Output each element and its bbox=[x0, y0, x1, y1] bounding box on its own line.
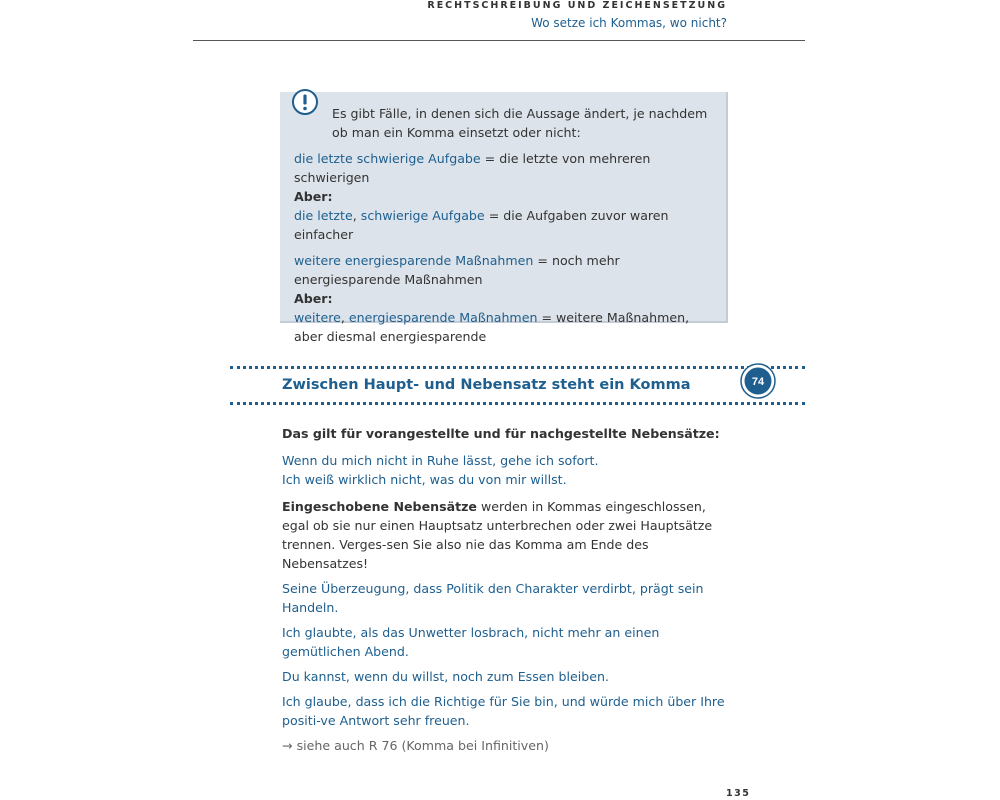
body-text bbox=[282, 424, 732, 755]
example-meaning: = die letzte von mehreren schwierigen bbox=[294, 151, 651, 185]
cross-reference: → siehe auch R 76 (Komma bei Infinitiven) bbox=[282, 738, 549, 753]
section-divider-top bbox=[230, 366, 805, 369]
example-sentence: Du kannst, wenn du willst, noch zum Essen bleiben. bbox=[282, 669, 609, 684]
example-sentence: Seine Überzeugung, dass Politik den Charakter verdirbt, prägt sein Handeln. bbox=[282, 581, 704, 615]
note-example-4: weitere, energiesparende Maßnahmen = weitere Maßnahmen, aber diesmal energiesparende bbox=[294, 310, 690, 344]
chapter-subtitle: Wo setze ich Kommas, wo nicht? bbox=[531, 16, 727, 30]
example-phrase: die letzte schwierige Aufgabe bbox=[294, 151, 481, 166]
note-aber-label: Aber: bbox=[294, 189, 333, 204]
note-example-3: weitere energiesparende Maßnahmen = noch mehr energiesparende Maßnahmen bbox=[294, 253, 620, 287]
page-number: 135 bbox=[726, 788, 751, 799]
section-divider-bottom bbox=[230, 402, 805, 405]
rule-number: 74 bbox=[751, 376, 765, 388]
section-heading: Zwischen Haupt- und Nebensatz steht ein Komma bbox=[282, 377, 691, 393]
header-divider bbox=[193, 40, 805, 41]
example-sentence: Ich glaubte, als das Unwetter losbrach, nicht mehr an einen gemütlichen Abend. bbox=[282, 625, 660, 659]
note-example-1 bbox=[294, 149, 716, 187]
explanation-paragraph: Eingeschobene Nebensätze werden in Kommas eingeschlossen, egal ob sie nur einen Hauptsatz unterbrechen oder zwei Hauptsätze trennen. Verges-sen Sie also nie das Komma am Ende des Nebensatzes! bbox=[282, 499, 713, 571]
note-intro: Es gibt Fälle, in denen sich die Aussage ändert, je nachdem ob man ein Komma einsetzt oder nicht: bbox=[332, 106, 708, 140]
example-sentence: Ich weiß wirklich nicht, was du von mir willst. bbox=[282, 472, 567, 487]
rule-number-badge bbox=[740, 363, 776, 399]
note-aber-label: Aber: bbox=[294, 291, 333, 306]
note-box bbox=[280, 92, 728, 344]
chapter-title: RECHTSCHREIBUNG UND ZEICHENSETZUNG bbox=[427, 0, 727, 11]
example-sentence: Wenn du mich nicht in Ruhe lässt, gehe ich sofort. bbox=[282, 453, 599, 468]
lead-sentence: Das gilt für vorangestellte und für nachgestellte Nebensätze: bbox=[282, 426, 720, 441]
example-sentence: Ich glaube, dass ich die Richtige für Sie bin, und würde mich über Ihre positi-ve Antwort sehr freuen. bbox=[282, 694, 725, 728]
arrow-icon: → bbox=[282, 738, 293, 753]
exclamation-icon bbox=[292, 89, 318, 115]
note-example-2: die letzte, schwierige Aufgabe = die Aufgaben zuvor waren einfacher bbox=[294, 208, 669, 242]
